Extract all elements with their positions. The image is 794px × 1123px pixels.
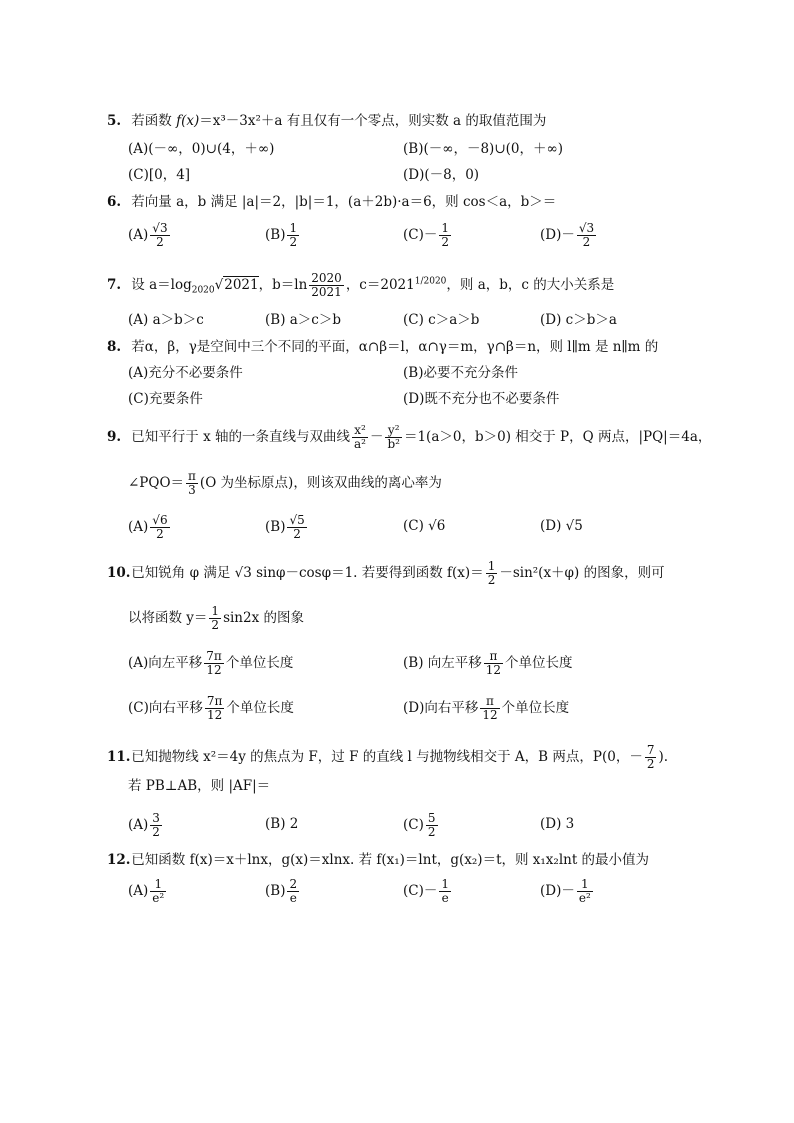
denominator: a² <box>354 437 366 451</box>
numerator: 5 <box>427 811 436 825</box>
option-b: (B)必要不充分条件 <box>403 365 518 381</box>
option-label: (A) <box>128 817 149 833</box>
option-b: (B) a＞c＞b <box>265 312 341 328</box>
fraction <box>309 272 344 299</box>
stem-text: 已知抛物线 x²＝4y 的焦点为 F，过 F 的直线 l 与抛物线相交于 A，B 两点，P(0，－ <box>131 749 643 765</box>
denominator: e <box>289 891 297 905</box>
question-12-stem <box>107 851 649 869</box>
option-tail: 个单位长度 <box>505 655 573 671</box>
exponent: 1/2020 <box>414 276 447 287</box>
option-label: (C) <box>403 227 424 243</box>
stem-text: 若α，β，γ是空间中三个不同的平面，α∩β＝l，α∩γ＝m，γ∩β＝n，则 l∥m 是 n∥m 的 <box>131 339 659 355</box>
denominator: 2 <box>487 573 496 587</box>
numerator: 1 <box>441 221 450 235</box>
option-d <box>540 878 595 905</box>
fraction <box>486 560 498 587</box>
stem-text: 已知锐角 φ 满足 √3 sinφ－cosφ＝1. 若要得到函数 f(x)＝ <box>131 565 484 581</box>
denominator: e <box>441 891 449 905</box>
option-value: √5 <box>565 518 583 534</box>
question-9-stem-line2 <box>128 470 442 497</box>
denominator: 12 <box>206 663 222 677</box>
stem-text: 设 a＝log <box>131 277 192 293</box>
stem-text: ). <box>658 749 669 765</box>
option-sign: － <box>561 227 575 243</box>
option-c: (C) c＞a＞b <box>403 312 480 328</box>
fraction <box>287 514 306 541</box>
stem-func: f(x) <box>176 113 200 129</box>
denominator: 3 <box>188 483 196 497</box>
denominator: 12 <box>482 708 498 722</box>
denominator: 2 <box>289 235 298 249</box>
numerator: √3 <box>152 221 168 235</box>
numerator: 1 <box>289 221 298 235</box>
numerator: √3 <box>578 221 595 235</box>
option-label: (D) <box>540 518 562 534</box>
numerator: 1 <box>487 559 496 573</box>
stem-text: (O 为坐标原点)，则该双曲线的离心率为 <box>199 475 442 491</box>
stem-text: ，b＝ln <box>258 277 308 293</box>
stem-text: 已知函数 f(x)＝x＋lnx，g(x)＝xlnx. 若 f(x₁)＝lnt，g(x₂)＝t，则 x₁x₂lnt 的最小值为 <box>131 852 650 868</box>
option-sign: － <box>561 883 575 899</box>
question-number: 11. <box>107 749 131 765</box>
denominator: 2 <box>646 757 655 771</box>
numerator: 1 <box>150 878 166 892</box>
question-9-stem <box>107 424 711 451</box>
option-label: (A) <box>128 227 149 243</box>
option-c <box>128 695 294 722</box>
numerator: √6 <box>152 513 168 527</box>
stem-text: － <box>369 429 384 445</box>
question-10-stem-line2 <box>128 605 304 632</box>
fraction <box>287 878 299 905</box>
question-number: 10. <box>107 565 131 581</box>
fraction <box>186 470 198 497</box>
question-number: 5. <box>107 113 122 129</box>
option-d <box>540 222 598 249</box>
denominator: 2 <box>211 618 220 632</box>
numerator: 1 <box>441 877 450 891</box>
option-a <box>128 650 293 677</box>
question-number: 7. <box>107 277 122 293</box>
numerator: 2 <box>289 877 298 891</box>
numerator: 3 <box>152 811 160 825</box>
option-c: (C)充要条件 <box>128 391 203 407</box>
numerator: 1 <box>211 604 220 618</box>
question-7-stem: 7. 设 $a=\log_{2020}√2021$，b＝ln $\frac{2020}{2021}$ ，$c=2021^{1/2020}$，则 a，b，c 的大小关系是 <box>107 271 615 299</box>
option-a: (A) a＞b＞c <box>128 312 204 328</box>
fraction <box>209 605 221 632</box>
fraction <box>204 650 224 677</box>
fraction <box>645 744 657 771</box>
stem-text: 已知平行于 x 轴的一条直线与双曲线 <box>131 429 350 445</box>
option-c <box>403 222 453 249</box>
option-b: (B)(－∞，－8)∪(0，＋∞) <box>403 141 564 157</box>
question-8-stem <box>107 338 658 356</box>
option-d: (D)既不充分也不必要条件 <box>403 391 560 407</box>
option-label: (D) <box>540 883 562 899</box>
fraction <box>426 812 438 839</box>
numerator: π <box>480 695 499 709</box>
option-a: (A)充分不必要条件 <box>128 365 243 381</box>
fraction <box>385 424 402 451</box>
option-sign: － <box>423 227 438 243</box>
option-c: (C)[0，4] <box>128 167 191 183</box>
denominator: 2 <box>293 527 301 541</box>
denominator: 2 <box>582 235 591 249</box>
denominator: 2 <box>156 527 164 541</box>
question-number: 8. <box>107 339 122 355</box>
denominator: 2021 <box>311 285 342 299</box>
fraction <box>439 878 451 905</box>
question-number: 6. <box>107 194 122 210</box>
numerator: 7π <box>206 649 222 663</box>
option-label: (B) <box>265 519 286 535</box>
question-number: 12. <box>107 852 131 868</box>
fraction <box>150 812 162 839</box>
fraction <box>150 878 166 905</box>
denominator: 2 <box>156 235 164 249</box>
stem-text: ，c＝2021 <box>345 277 415 293</box>
option-tail: 个单位长度 <box>225 655 294 671</box>
numerator: y² <box>385 424 402 438</box>
fraction <box>480 695 499 722</box>
numerator: 7π <box>206 694 223 708</box>
denominator: e² <box>152 891 165 905</box>
numerator: π <box>188 469 196 483</box>
option-label: (D)向右平移 <box>403 700 479 716</box>
option-b <box>265 878 301 905</box>
option-label: (C) <box>403 518 424 534</box>
question-10-stem <box>107 560 665 587</box>
denominator: 2 <box>152 825 160 839</box>
option-b <box>403 650 573 677</box>
denominator: 12 <box>207 708 223 722</box>
option-sign: － <box>423 883 438 899</box>
numerator: √5 <box>289 513 305 527</box>
option-label: (D) <box>540 227 562 243</box>
option-d: (D)(－8，0) <box>403 167 480 183</box>
fraction <box>287 222 299 249</box>
stem-text: －sin²(x＋φ) 的图象，则可 <box>499 565 665 581</box>
stem-text: ，则 a，b，c 的大小关系是 <box>446 277 615 293</box>
question-11-stem <box>107 744 668 771</box>
stem-text: sin2x 的图象 <box>223 610 304 626</box>
stem-text: 若向量 a，b 满足 |a|＝2，|b|＝1，(a＋2b)·a＝6，则 cos＜a，b＞＝ <box>131 194 557 210</box>
option-a <box>128 222 172 249</box>
option-label: (B) <box>265 227 286 243</box>
fraction <box>150 222 169 249</box>
option-label: (A)向左平移 <box>128 655 203 671</box>
stem-text: ＝1(a＞0，b＞0) 相交于 P，Q 两点，|PQ|＝4a， <box>403 429 712 445</box>
fraction <box>439 222 451 249</box>
option-d: (D) c＞b＞a <box>540 312 617 328</box>
fraction <box>150 514 169 541</box>
question-6-stem <box>107 193 556 211</box>
option-c <box>403 878 453 905</box>
fraction <box>484 650 503 677</box>
numerator: x² <box>352 424 368 438</box>
option-a <box>128 514 172 541</box>
stem-text: ＝x³－3x²＋a 有且仅有一个零点，则实数 a 的取值范围为 <box>199 113 547 129</box>
option-label: (C)向右平移 <box>128 700 203 716</box>
option-label: (A) <box>128 519 149 535</box>
denominator: 2 <box>427 825 436 839</box>
denominator: b² <box>387 437 400 451</box>
option-label: (A) <box>128 883 149 899</box>
denominator: 12 <box>485 663 502 677</box>
option-b <box>265 514 309 541</box>
numerator: π <box>484 650 503 664</box>
option-label: (B) 向左平移 <box>403 655 482 671</box>
denominator: 2 <box>441 235 450 249</box>
stem-text: ∠PQO＝ <box>128 475 185 491</box>
option-d <box>403 695 569 722</box>
question-number: 9. <box>107 429 122 445</box>
option-b <box>265 222 301 249</box>
option-c <box>403 517 445 535</box>
option-label: (B) <box>265 883 286 899</box>
option-label: (C) <box>403 883 424 899</box>
fraction <box>352 424 368 451</box>
option-tail: 个单位长度 <box>226 700 294 716</box>
numerator: 1 <box>577 878 593 892</box>
option-value: √6 <box>428 518 446 534</box>
sqrt-radicand: 2021 <box>224 277 259 293</box>
log-base: 2020 <box>191 285 215 296</box>
stem-text: 若函数 <box>131 113 177 129</box>
fraction <box>577 878 593 905</box>
option-label: (C) <box>403 817 424 833</box>
stem-text: 以将函数 y＝ <box>128 610 208 626</box>
numerator: 2020 <box>311 271 342 285</box>
option-a: (A)(－∞，0)∪(4，＋∞) <box>128 141 275 157</box>
denominator: e² <box>578 891 591 905</box>
option-a <box>128 878 168 905</box>
fraction <box>205 695 225 722</box>
option-d <box>540 517 583 535</box>
option-a <box>128 812 164 839</box>
question-11-stem-line2: 若 PB⊥AB，则 |AF|＝ <box>128 778 271 794</box>
question-5-stem <box>107 112 546 130</box>
fraction <box>577 222 596 249</box>
option-c <box>403 812 440 839</box>
option-b: (B) 2 <box>265 816 299 832</box>
option-d: (D) 3 <box>540 816 575 832</box>
numerator: 7 <box>646 743 655 757</box>
option-tail: 个单位长度 <box>501 700 570 716</box>
